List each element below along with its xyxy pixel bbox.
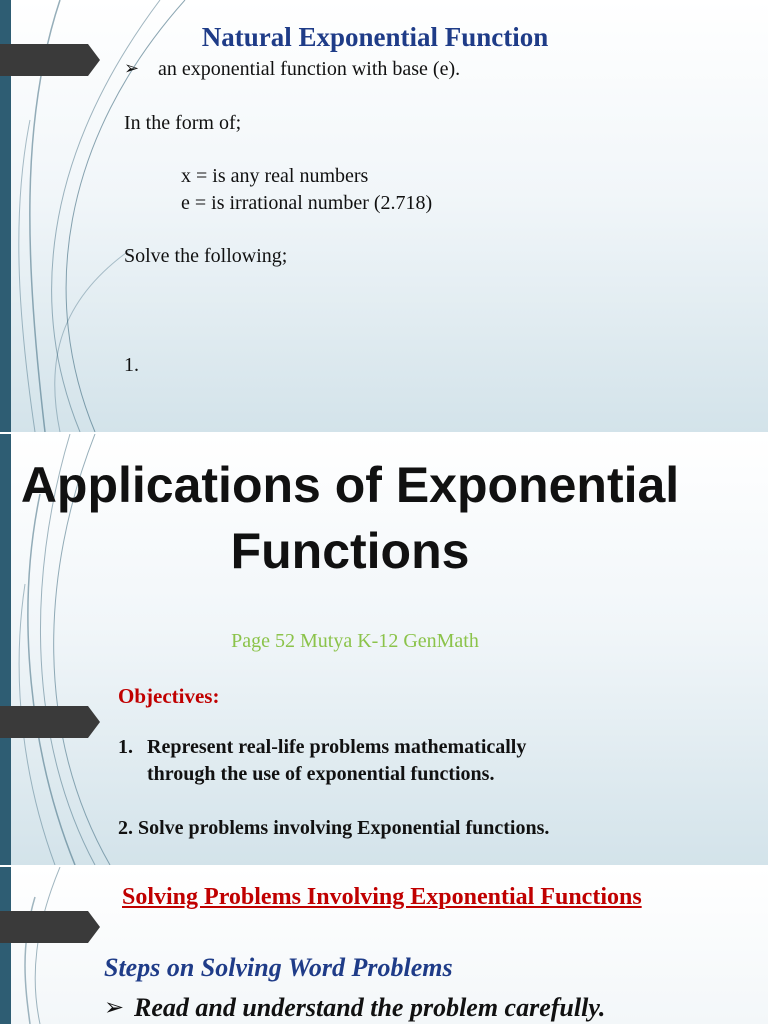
bullet-arrow-icon: ➢ xyxy=(104,995,125,1021)
slide-title: Solving Problems Involving Exponential Functions xyxy=(122,884,642,910)
slide-title: Applications of Exponential Functions xyxy=(20,457,680,579)
slide-natural-exponential xyxy=(0,0,768,432)
solve-prompt: Solve the following; xyxy=(124,245,288,267)
left-accent-bar xyxy=(0,867,11,1024)
bullet-text: an exponential function with base (e). xyxy=(158,58,461,80)
bullet-arrow-icon: ➢ xyxy=(124,58,140,78)
steps-subheading: Steps on Solving Word Problems xyxy=(104,953,453,982)
arrow-flag xyxy=(0,911,100,943)
objective-1-line-1: Represent real-life problems mathematically xyxy=(147,736,527,758)
objective-1-line-2: through the use of exponential functions. xyxy=(147,763,495,785)
objectives-heading: Objectives: xyxy=(118,684,220,708)
x-definition: x = is any real numbers xyxy=(181,165,369,187)
slide-solving-problems xyxy=(0,867,768,1024)
arrow-flag xyxy=(0,706,100,738)
page-reference: Page 52 Mutya K-12 GenMath xyxy=(231,630,479,652)
slide-applications xyxy=(0,434,768,865)
slide-title: Natural Exponential Function xyxy=(201,22,549,52)
e-definition: e = is irrational number (2.718) xyxy=(181,192,433,214)
item-number: 1. xyxy=(124,354,139,376)
objective-2: 2. Solve problems involving Exponential functions. xyxy=(118,817,550,839)
form-text: In the form of; xyxy=(124,112,242,134)
objective-1-number: 1. xyxy=(118,736,133,758)
step-1: Read and understand the problem carefully. xyxy=(134,993,606,1022)
